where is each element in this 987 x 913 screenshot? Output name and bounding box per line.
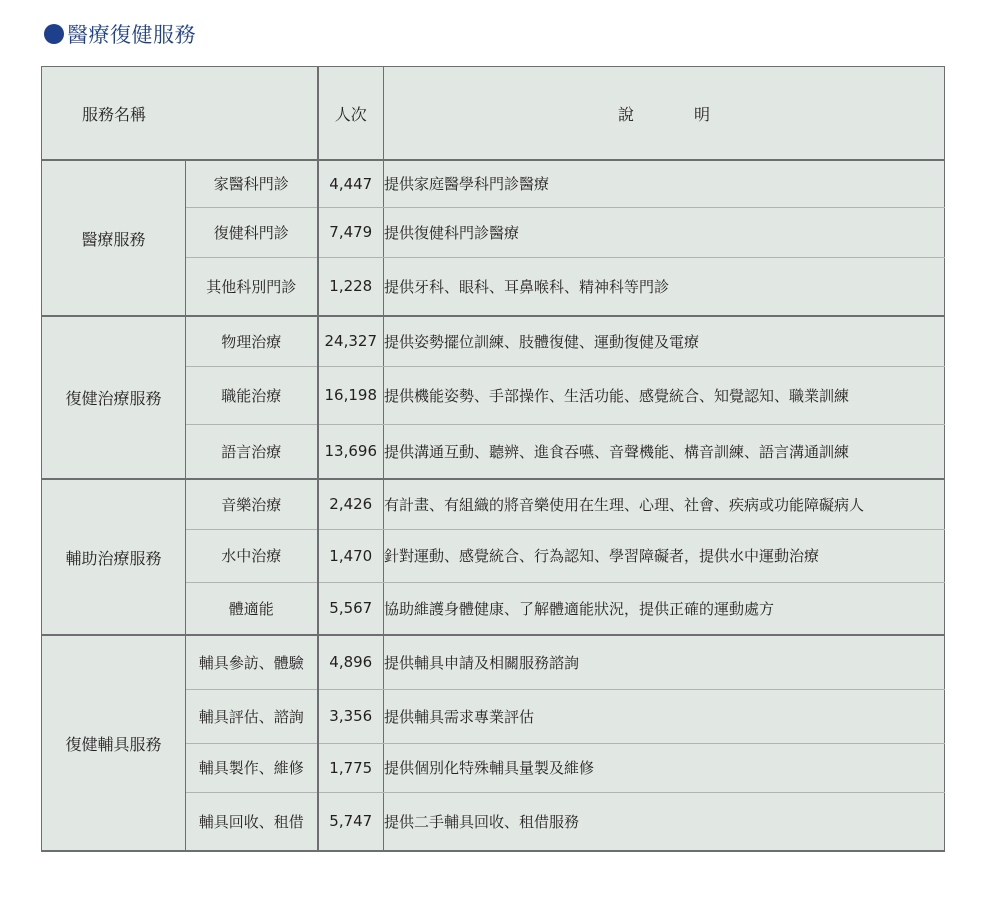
table-row <box>42 160 945 207</box>
count-cell: 1,228 <box>318 257 384 316</box>
description-cell: 提供個別化特殊輔具量製及維修 <box>384 743 945 792</box>
table-row <box>42 635 945 689</box>
description-cell: 提供家庭醫學科門診醫療 <box>384 160 945 207</box>
service-cell: 輔具評估、諮詢 <box>186 689 318 743</box>
count-cell: 5,747 <box>318 792 384 851</box>
count-cell: 2,426 <box>318 479 384 529</box>
page-title <box>44 20 196 48</box>
service-cell: 語言治療 <box>186 424 318 479</box>
header-description <box>384 67 945 161</box>
service-cell: 輔具製作、維修 <box>186 743 318 792</box>
header-count: 人次 <box>318 67 384 161</box>
count-cell: 24,327 <box>318 316 384 366</box>
service-cell: 職能治療 <box>186 366 318 424</box>
category-cell: 醫療服務 <box>42 160 186 316</box>
count-cell: 1,470 <box>318 529 384 582</box>
service-cell: 水中治療 <box>186 529 318 582</box>
service-cell: 其他科別門診 <box>186 257 318 316</box>
table-row <box>42 316 945 366</box>
description-cell: 有計畫、有組織的將音樂使用在生理、心理、社會、疾病或功能障礙病人 <box>384 479 945 529</box>
category-cell: 輔助治療服務 <box>42 479 186 635</box>
category-cell: 復健治療服務 <box>42 316 186 479</box>
description-cell: 提供二手輔具回收、租借服務 <box>384 792 945 851</box>
count-cell: 4,896 <box>318 635 384 689</box>
count-cell: 3,356 <box>318 689 384 743</box>
count-cell: 16,198 <box>318 366 384 424</box>
table-header-row <box>42 67 945 161</box>
service-cell: 復健科門診 <box>186 207 318 257</box>
count-cell: 7,479 <box>318 207 384 257</box>
category-cell: 復健輔具服務 <box>42 635 186 851</box>
description-cell: 提供牙科、眼科、耳鼻喉科、精神科等門診 <box>384 257 945 316</box>
service-cell: 音樂治療 <box>186 479 318 529</box>
description-cell: 提供復健科門診醫療 <box>384 207 945 257</box>
count-cell: 4,447 <box>318 160 384 207</box>
description-cell: 提供輔具需求專業評估 <box>384 689 945 743</box>
description-cell: 提供溝通互動、聽辨、進食吞嚥、音聲機能、構音訓練、語言溝通訓練 <box>384 424 945 479</box>
description-cell: 提供輔具申請及相關服務諮詢 <box>384 635 945 689</box>
header-description-text: 說明 <box>618 104 771 124</box>
service-cell: 物理治療 <box>186 316 318 366</box>
table-row <box>42 479 945 529</box>
service-cell: 家醫科門診 <box>186 160 318 207</box>
service-cell: 體適能 <box>186 582 318 635</box>
description-cell: 協助維護身體健康、了解體適能狀況，提供正確的運動處方 <box>384 582 945 635</box>
count-cell: 13,696 <box>318 424 384 479</box>
description-cell: 提供機能姿勢、手部操作、生活功能、感覺統合、知覺認知、職業訓練 <box>384 366 945 424</box>
services-table <box>41 66 945 852</box>
page-title-text: 醫療復健服務 <box>67 23 196 47</box>
header-service-name: 服務名稱 <box>42 67 318 161</box>
bullet-dot-icon <box>44 24 64 44</box>
description-cell: 針對運動、感覺統合、行為認知、學習障礙者，提供水中運動治療 <box>384 529 945 582</box>
description-cell: 提供姿勢擺位訓練、肢體復健、運動復健及電療 <box>384 316 945 366</box>
service-cell: 輔具參訪、體驗 <box>186 635 318 689</box>
service-cell: 輔具回收、租借 <box>186 792 318 851</box>
count-cell: 5,567 <box>318 582 384 635</box>
count-cell: 1,775 <box>318 743 384 792</box>
